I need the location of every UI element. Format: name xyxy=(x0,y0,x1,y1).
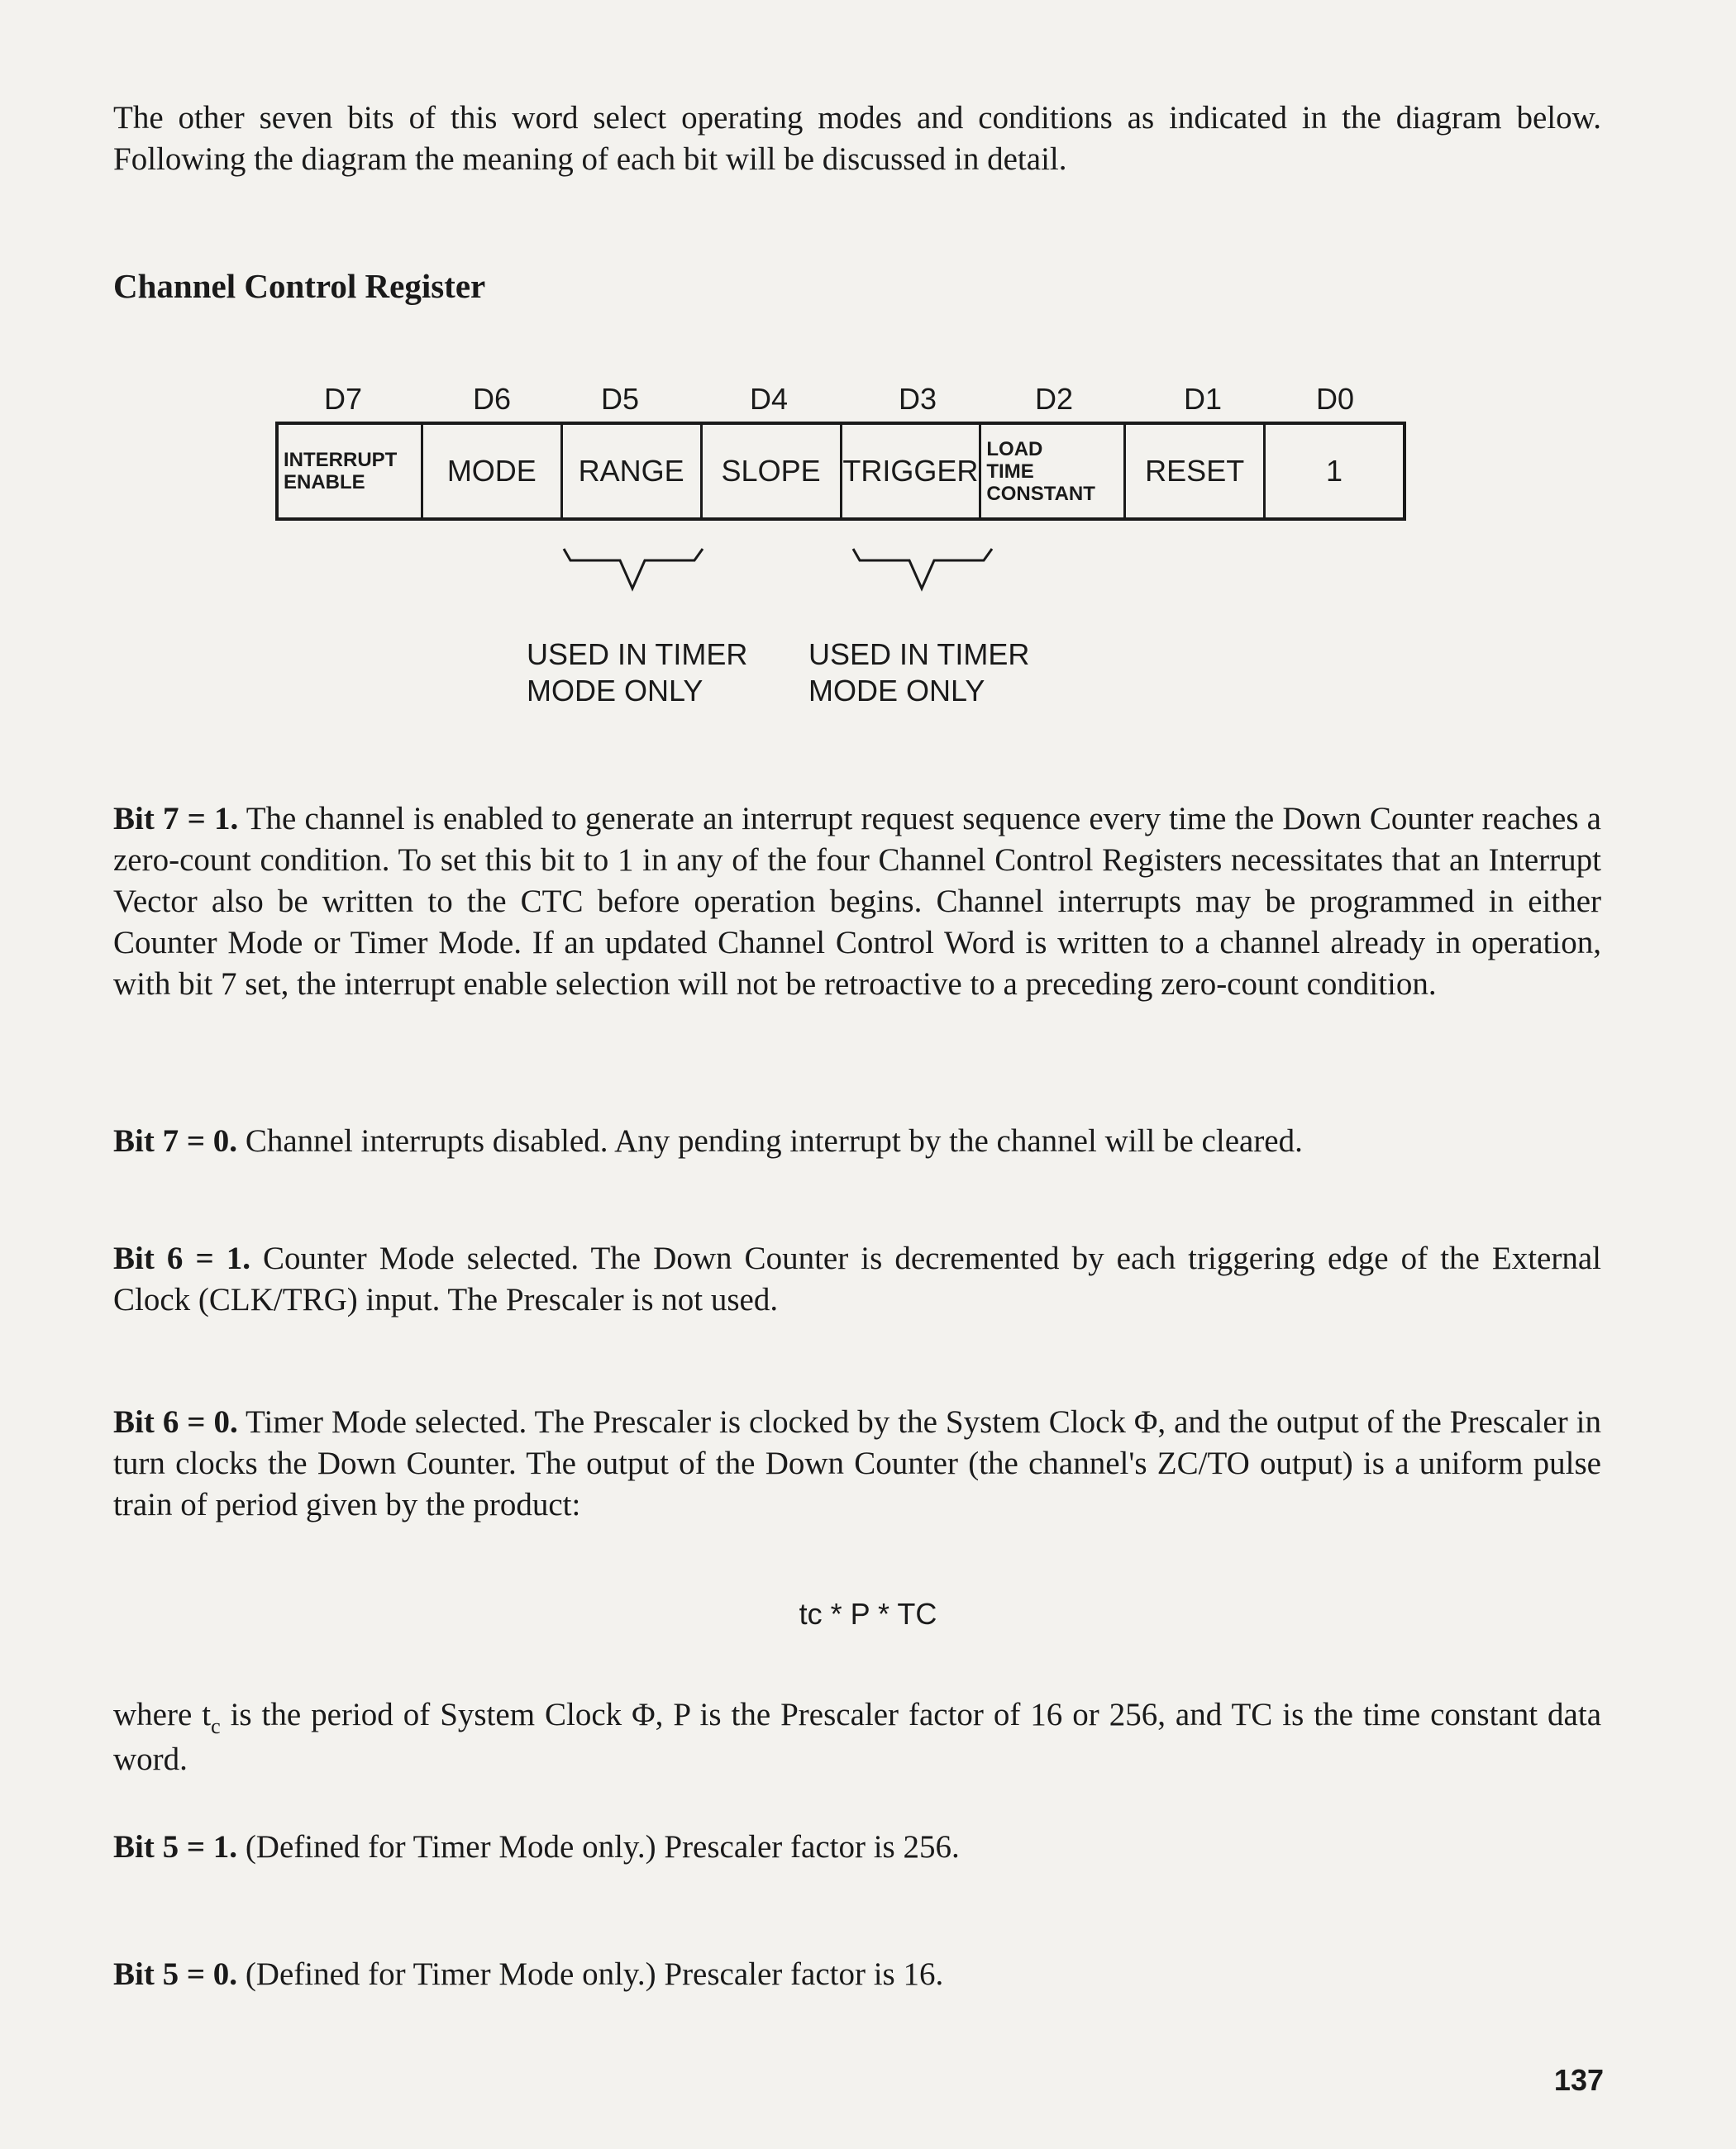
formula-explanation: where $t_c$ is the period of System Clock Φ, P is the Prescaler factor of 16 or 256, and TC is the time constant data word. xyxy=(113,1697,1602,1777)
intro-paragraph: The other seven bits of this word select operating modes and conditions as indicated in the diagram below. Following the diagram the meaning of each bit will be discussed in detail. xyxy=(113,100,1601,177)
field-interrupt-enable: INTERRUPT ENABLE xyxy=(279,425,423,517)
bit-label-d4: D4 xyxy=(749,382,789,416)
field-range: RANGE xyxy=(563,425,703,517)
bit-label-d5: D5 xyxy=(600,382,640,416)
channel-control-register xyxy=(275,422,1406,521)
field-reset: RESET xyxy=(1126,425,1266,517)
bit7-clear-paragraph: Bit 7 = 0. Channel interrupts disabled. Any pending interrupt by the channel will be cleared. xyxy=(113,1123,1303,1159)
bit-label-d0: D0 xyxy=(1315,382,1355,416)
bit7-set-paragraph: Bit 7 = 1. The channel is enabled to generate an interrupt request sequence every time the Down Counter reaches a zero-count condition. To set this bit to 1 in any of the four Channel Control Registers necessitates that an Interrupt Vector also be written to the CTC before operation begins. Channel interrupts may be programmed in either Counter Mode or Timer Mode. If an updated Channel Control Word is written to a channel already in operation, with bit 7 set, the interrupt enable selection will not be retroactive to a preceding zero-count condition. xyxy=(113,801,1601,1002)
field-mode: MODE xyxy=(423,425,563,517)
bit5-set-paragraph: Bit 5 = 1. (Defined for Timer Mode only.) Prescaler factor is 256. xyxy=(113,1829,960,1865)
note-trigger: USED IN TIMER MODE ONLY xyxy=(808,637,1030,708)
bit-label-d6: D6 xyxy=(472,382,512,416)
page-number: 137 xyxy=(1553,2063,1604,2097)
field-d0-one: 1 xyxy=(1326,454,1343,488)
brace-trigger xyxy=(851,547,1000,597)
period-formula: tc * P * TC xyxy=(799,1597,937,1631)
field-slope: SLOPE xyxy=(703,425,842,517)
bit-label-d7: D7 xyxy=(323,382,363,416)
note-range: USED IN TIMER MODE ONLY xyxy=(527,637,748,708)
bit-label-d3: D3 xyxy=(898,382,937,416)
bit5-clear-paragraph: Bit 5 = 0. (Defined for Timer Mode only.) Prescaler factor is 16. xyxy=(113,1956,944,1992)
brace-range xyxy=(562,547,711,597)
field-load-time-constant: LOAD TIME CONSTANT xyxy=(981,425,1126,517)
bit-label-d1: D1 xyxy=(1183,382,1223,416)
field-trigger: TRIGGER xyxy=(842,425,982,517)
bit-label-d2: D2 xyxy=(1034,382,1074,416)
bit6-set-paragraph: Bit 6 = 1. Counter Mode selected. The Down Counter is decremented by each triggering edge of the External Clock (CLK/TRG) input. The Prescaler is not used. xyxy=(113,1241,1602,1318)
section-heading: Channel Control Register xyxy=(113,267,486,305)
bit6-clear-paragraph: Bit 6 = 0. Timer Mode selected. The Prescaler is clocked by the System Clock Φ, and the output of the Prescaler in turn clocks the Down Counter. The output of the Down Counter (the channel's ZC/TO output) is a uniform pulse train of period given by the product: xyxy=(113,1404,1602,1522)
